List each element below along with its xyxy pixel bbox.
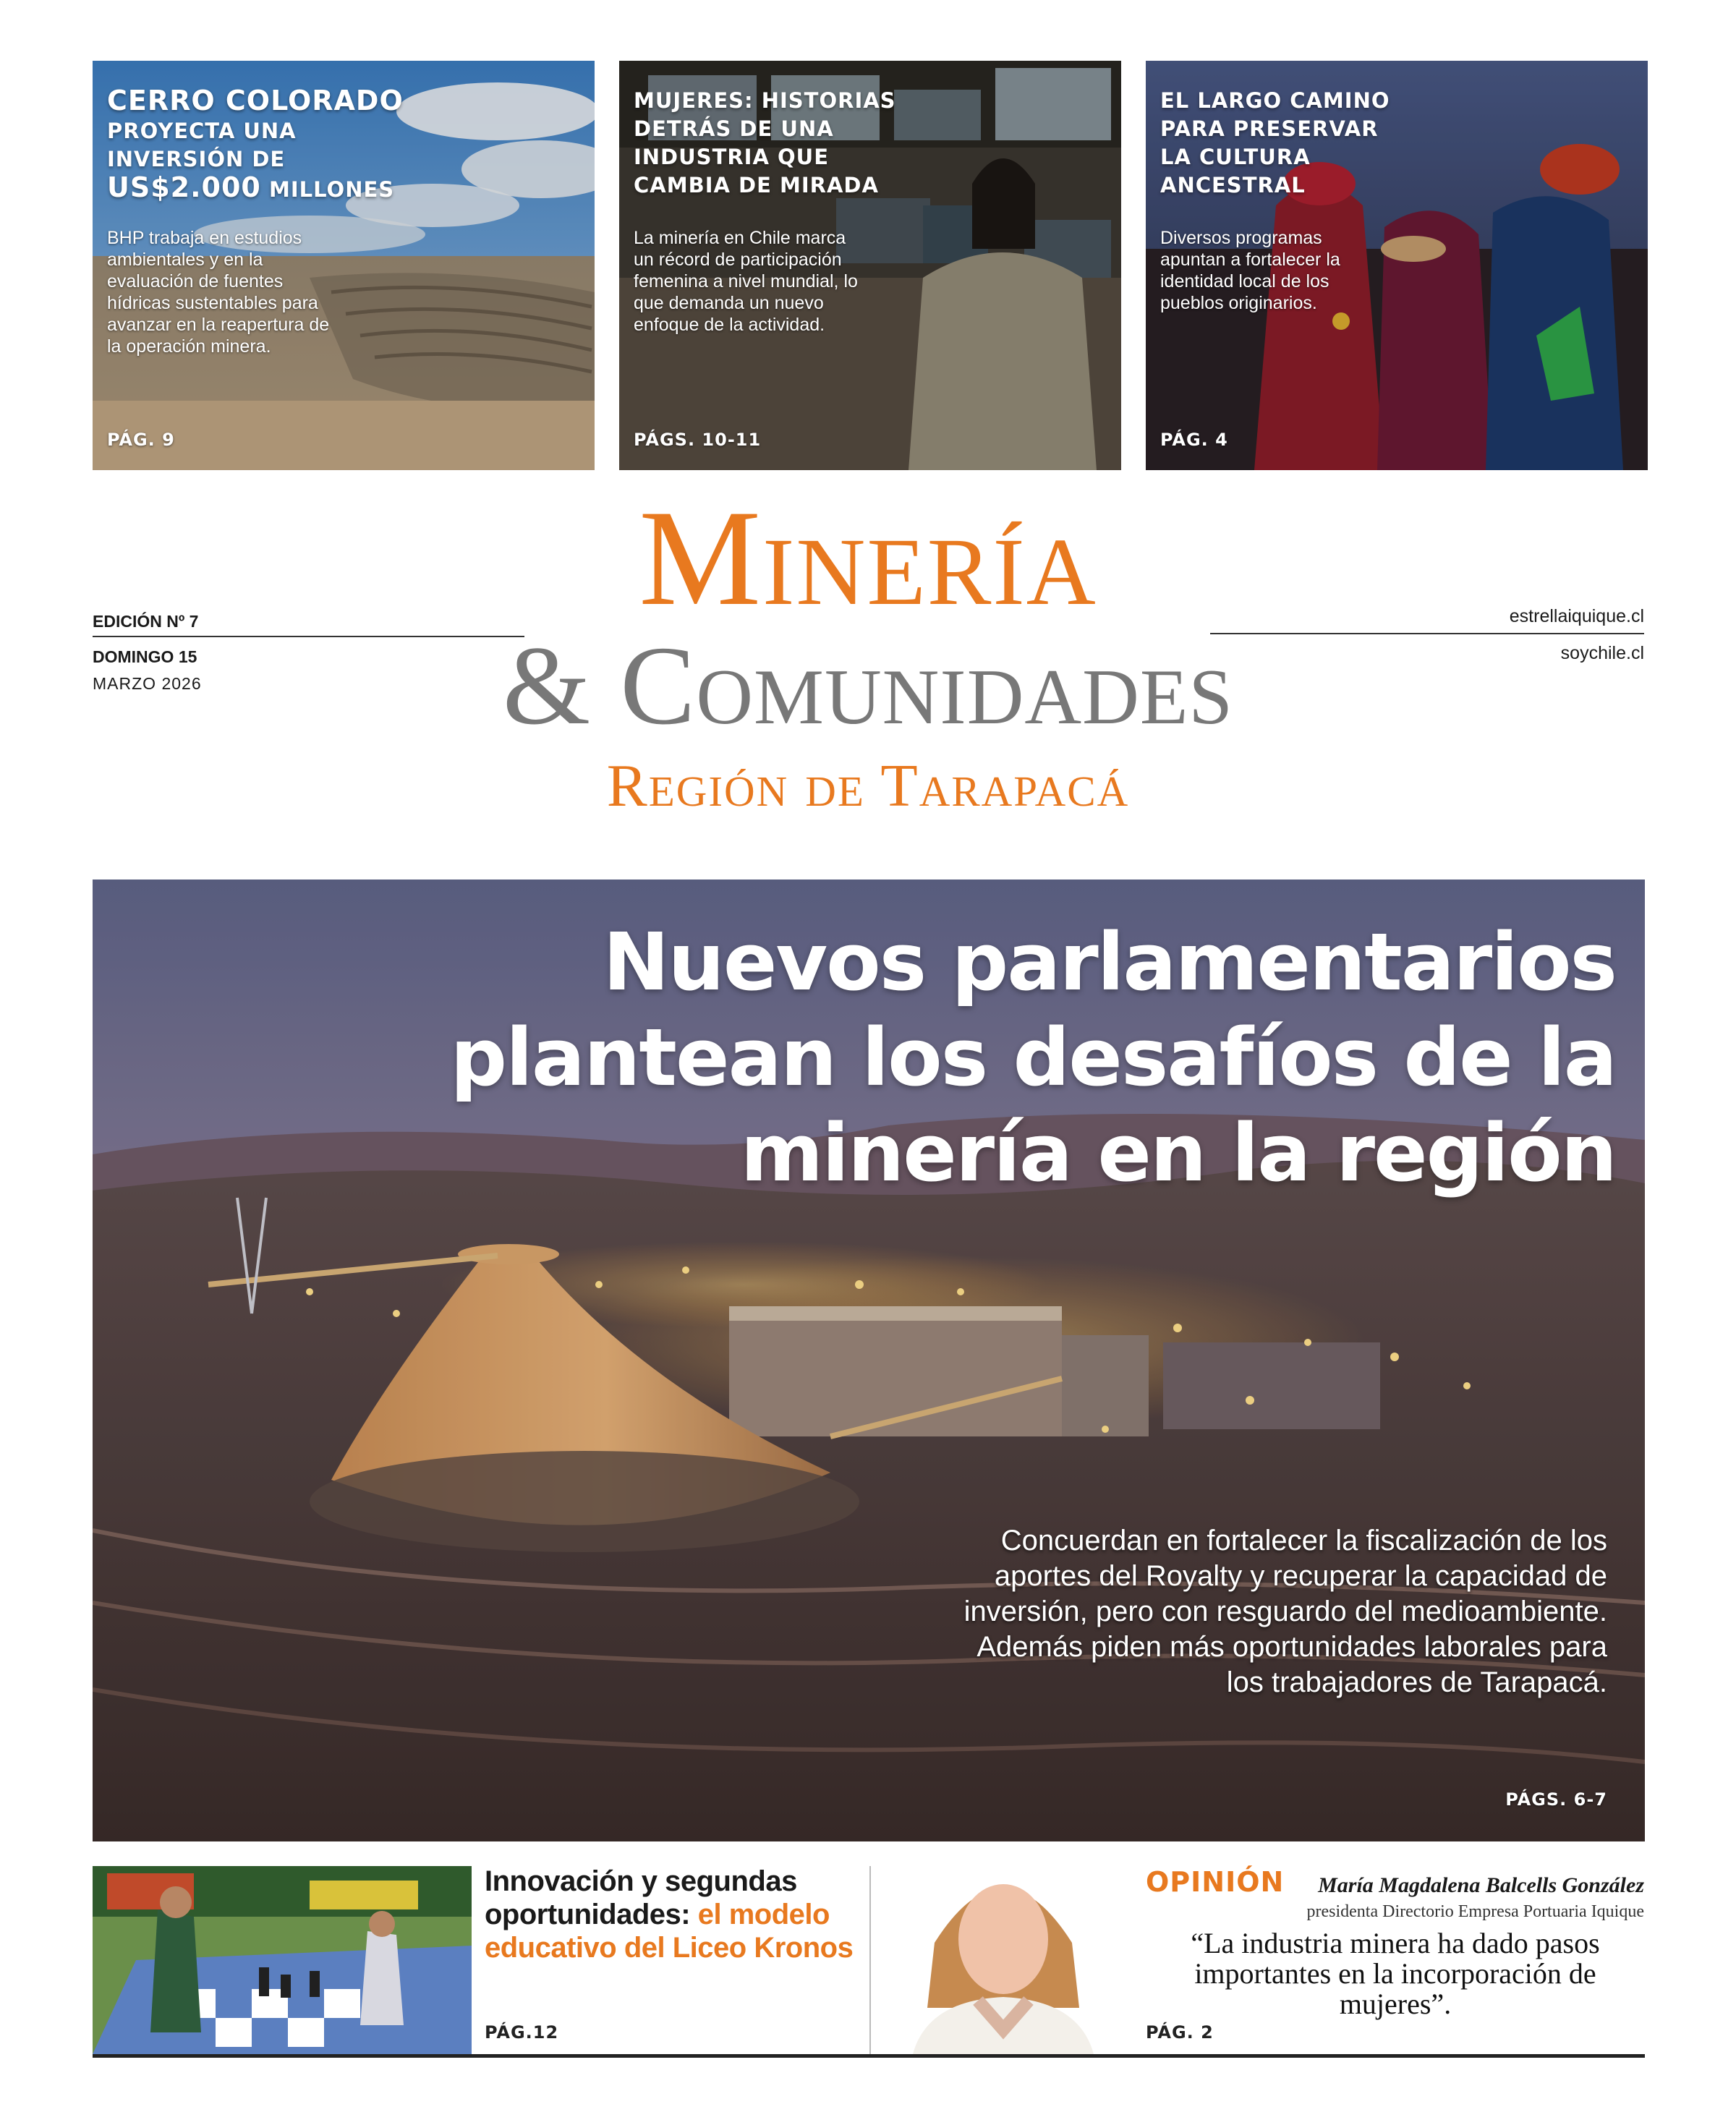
author-portrait	[884, 1849, 1123, 2054]
teaser-headline: MUJERES: HISTORIAS DETRÁS DE UNA INDUSTRIA QUE CAMBIA DE MIRADA	[634, 88, 896, 197]
school-chess-photo[interactable]	[93, 1866, 472, 2054]
masthead-title: Minería	[639, 482, 1097, 634]
edition-number: EDICIÓN Nº 7	[93, 612, 524, 637]
hero-summary: Concuerdan en fortalecer la fiscalización de los aportes del Royalty y recuperar la capacidad de inversión, pero con resguardo del medioambiente. Además piden más oportunidades laborales para los trabajadores de Tarapacá.	[963, 1525, 1607, 1698]
teaser-summary: BHP trabaja en estudios ambientales y en la evaluación de fuentes hídricas sustentables para avanzar en la reapertura de la operación minera.	[107, 228, 330, 357]
teaser-mujeres[interactable]	[619, 61, 1121, 470]
edition-date: MARZO 2026	[93, 674, 202, 693]
opinion-author-role: presidenta Directorio Empresa Portuaria Iquique	[1306, 1902, 1644, 1921]
opinion-author: María Magdalena Balcells González	[1318, 1873, 1644, 1897]
teaser-cerro-colorado[interactable]	[93, 61, 595, 470]
teaser-summary: La minería en Chile marca un récord de participación femenina a nivel mundial, lo que demanda un nuevo enfoque de la actividad.	[634, 228, 858, 335]
school-chess-image	[93, 1866, 472, 2054]
teaser-headline: CERRO COLORADO PROYECTA UNA INVERSIÓN DE US$2.000 MILLONES	[107, 85, 404, 203]
site-link-estrella[interactable]: estrellaiquique.cl	[1210, 606, 1644, 634]
opinion-quote[interactable]: “La industria minera ha dado pasos importantes en la incorporación de mujeres”.	[1191, 1927, 1600, 2020]
masthead-subtitle: & Comunidades	[502, 623, 1234, 748]
page-bottom-rule	[93, 2054, 1645, 2058]
hero-story[interactable]	[93, 880, 1645, 1841]
masthead-region: Región de Tarapacá	[606, 752, 1130, 819]
opinion-label: OPINIÓN	[1146, 1866, 1285, 1898]
teaser-cultura-ancestral[interactable]	[1146, 61, 1648, 470]
teaser-page-ref: PÁG. 4	[1160, 430, 1228, 450]
hero-page-ref: PÁGS. 6-7	[1505, 1789, 1607, 1810]
teaser-headline: EL LARGO CAMINO PARA PRESERVAR LA CULTURA ANCESTRAL	[1160, 88, 1390, 197]
column-divider	[869, 1866, 871, 2054]
teaser-summary: Diversos programas apuntan a fortalecer la identidad local de los pueblos originarios.	[1160, 228, 1340, 313]
site-link-soychile[interactable]: soychile.cl	[1560, 643, 1644, 663]
edition-day: DOMINGO 15	[93, 647, 197, 666]
story-page-ref: PÁG.12	[485, 2022, 559, 2043]
opinion-page-ref: PÁG. 2	[1146, 2022, 1214, 2043]
story-liceo-kronos[interactable]: Innovación y segundas oportunidades: el modelo educativo del Liceo Kronos	[485, 1865, 854, 1964]
teaser-page-ref: PÁGS. 10-11	[634, 430, 762, 450]
teaser-page-ref: PÁG. 9	[107, 430, 175, 450]
author-photo	[884, 1849, 1123, 2054]
hero-headline[interactable]: Nuevos parlamentarios plantean los desafíos de la minería en la región	[450, 916, 1616, 1199]
